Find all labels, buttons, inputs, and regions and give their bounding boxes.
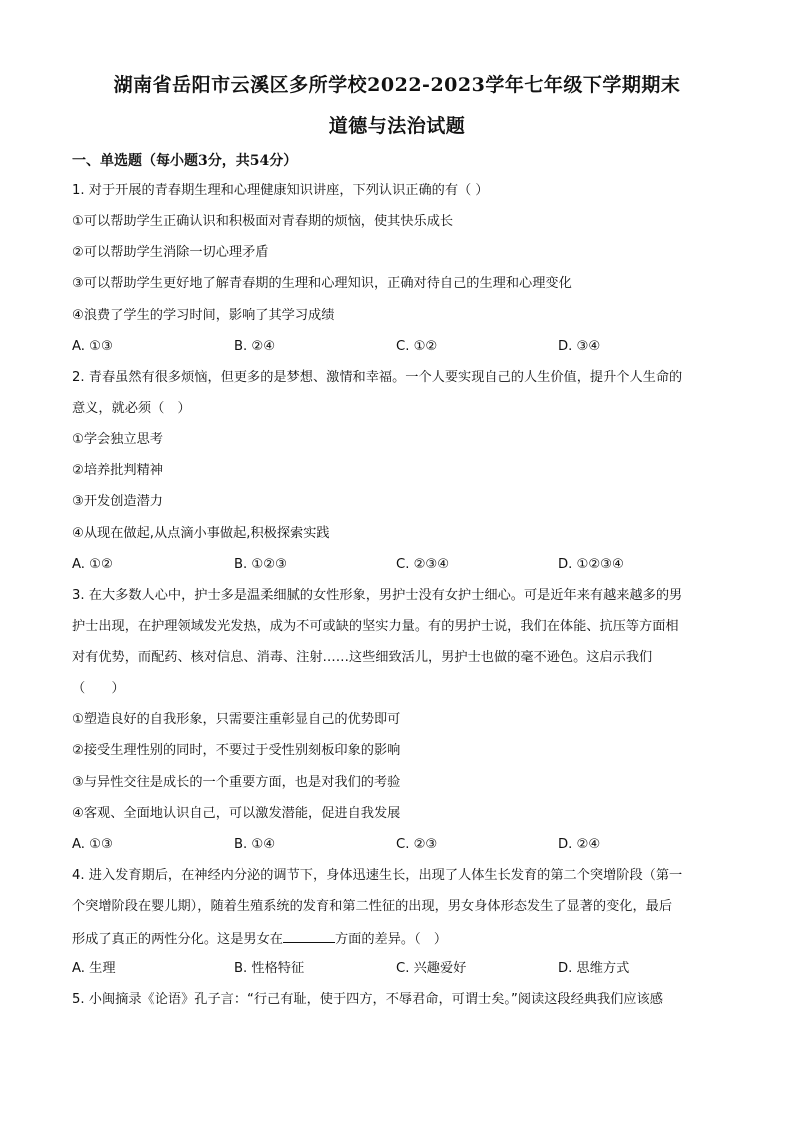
q1-option-a: A. ①③ bbox=[72, 339, 113, 354]
q2-option-c: C. ②③④ bbox=[396, 557, 450, 572]
section-heading: 一、单选题（每小题3分，共54分） bbox=[72, 153, 298, 169]
q3-item-1: ①塑造良好的自我形象，只需要注重彰显自己的优势即可 bbox=[72, 712, 401, 727]
q2-options bbox=[72, 555, 722, 575]
q4-option-c: C. 兴趣爱好 bbox=[396, 961, 467, 976]
q1-option-c: C. ①② bbox=[396, 339, 438, 354]
q4-stem-line3 bbox=[72, 928, 447, 950]
q4-option-b: B. 性格特征 bbox=[234, 961, 305, 976]
q2-item-1: ①学会独立思考 bbox=[72, 432, 163, 447]
q5-stem-line1: 5. 小闽摘录《论语》孔子言：“行己有耻，使于四方，不辱君命，可谓士矣。”阅读这段经典我们应该感 bbox=[72, 992, 663, 1007]
q1-item-4: ④浪费了学生的学习时间，影响了其学习成绩 bbox=[72, 308, 335, 323]
q2-item-2: ②培养批判精神 bbox=[72, 463, 163, 478]
q3-stem-line3: 对有优势，而配药、核对信息、消毒、注射……这些细致活儿，男护士也做的毫不逊色。这启示我们 bbox=[72, 650, 653, 665]
q1-option-d: D. ③④ bbox=[558, 339, 601, 354]
q1-item-3: ③可以帮助学生更好地了解青春期的生理和心理知识，正确对待自己的生理和心理变化 bbox=[72, 276, 572, 291]
q3-option-c: C. ②③ bbox=[396, 837, 438, 852]
q3-stem-line4: （ ） bbox=[72, 681, 125, 696]
q2-option-d: D. ①②③④ bbox=[558, 557, 624, 572]
q3-option-a: A. ①③ bbox=[72, 837, 113, 852]
document-title-line2: 道德与法治试题 bbox=[328, 115, 466, 137]
q3-item-2: ②接受生理性别的同时，不要过于受性别刻板印象的影响 bbox=[72, 743, 401, 758]
q2-stem-line1: 2. 青春虽然有很多烦恼，但更多的是梦想、激情和幸福。一个人要实现自己的人生价值，提升个人生命的 bbox=[72, 370, 683, 385]
q4-options bbox=[72, 959, 722, 979]
q3-item-3: ③与异性交往是成长的一个重要方面，也是对我们的考验 bbox=[72, 775, 401, 790]
q3-options bbox=[72, 835, 722, 855]
q3-option-b: B. ①④ bbox=[234, 837, 276, 852]
q3-stem-line1: 3. 在大多数人心中，护士多是温柔细腻的女性形象，男护士没有女护士细心。可是近年来有越来越多的男 bbox=[72, 588, 683, 603]
q4-stem-line2: 个突增阶段在婴儿期），随着生殖系统的发育和第二性征的出现，男女身体形态发生了显著的变化，最后 bbox=[72, 899, 673, 914]
q1-item-1: ①可以帮助学生正确认识和积极面对青春期的烦恼，使其快乐成长 bbox=[72, 214, 454, 229]
q4-option-a: A. 生理 bbox=[72, 961, 116, 976]
q2-option-a: A. ①② bbox=[72, 557, 113, 572]
document-title-line1: 湖南省岳阳市云溪区多所学校2022-2023学年七年级下学期期末 bbox=[113, 74, 681, 96]
q3-option-d: D. ②④ bbox=[558, 837, 601, 852]
q4-stem-line3-after: 方面的差异。（ ） bbox=[335, 932, 448, 947]
answer-blank bbox=[283, 928, 335, 943]
q1-option-b: B. ②④ bbox=[234, 339, 276, 354]
q3-item-4: ④客观、全面地认识自己，可以激发潜能，促进自我发展 bbox=[72, 806, 401, 821]
q2-item-4: ④从现在做起,从点滴小事做起,积极探索实践 bbox=[72, 526, 330, 541]
q1-item-2: ②可以帮助学生消除一切心理矛盾 bbox=[72, 245, 269, 260]
q1-options bbox=[72, 337, 722, 357]
q2-option-b: B. ①②③ bbox=[234, 557, 287, 572]
q2-item-3: ③开发创造潜力 bbox=[72, 494, 163, 509]
q1-stem: 1. 对于开展的青春期生理和心理健康知识讲座，下列认识正确的有（ ） bbox=[72, 183, 489, 198]
q4-option-d: D. 思维方式 bbox=[558, 961, 630, 976]
q2-stem-line2: 意义，就必须（ ） bbox=[72, 401, 191, 416]
q4-stem-line1: 4. 进入发育期后，在神经内分泌的调节下，身体迅速生长，出现了人体生长发育的第二个突增阶段（第一 bbox=[72, 868, 683, 883]
q3-stem-line2: 护士出现，在护理领域发光发热，成为不可或缺的坚实力量。有的男护士说，我们在体能、抗压等方面相 bbox=[72, 619, 679, 634]
q4-stem-line3-before: 形成了真正的两性分化。这是男女在 bbox=[72, 932, 283, 947]
